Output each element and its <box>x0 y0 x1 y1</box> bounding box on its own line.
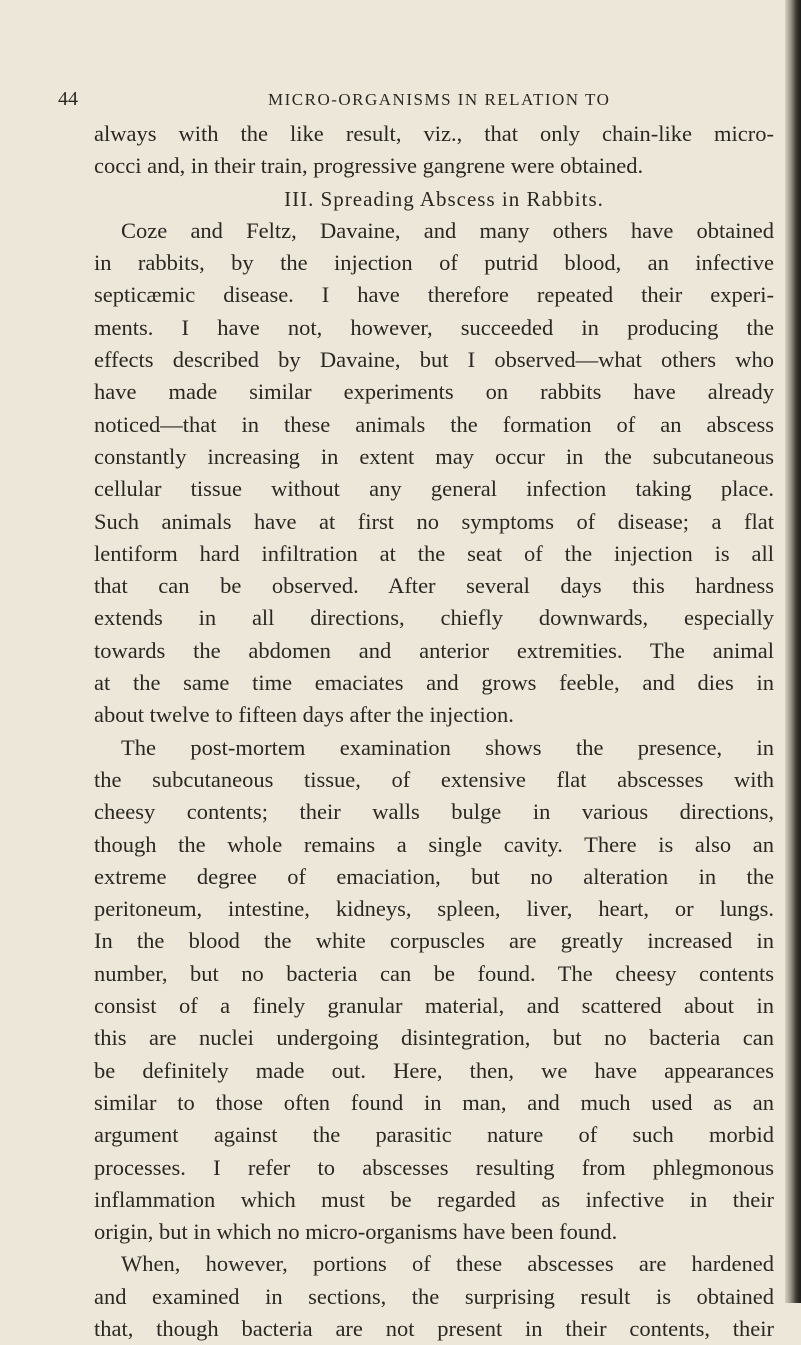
page-header <box>58 88 758 112</box>
text-line: towards the abdomen and anterior extremities. The animal <box>94 637 774 663</box>
text-line: In the blood the white corpuscles are greatly increased in <box>94 928 774 954</box>
text-line: the subcutaneous tissue, of extensive flat abscesses with <box>94 766 774 792</box>
text-line: similar to those often found in man, and much used as an <box>94 1089 774 1115</box>
text-line: number, but no bacteria can be found. The cheesy contents <box>94 960 774 986</box>
text-line: extends in all directions, chiefly downwards, especially <box>94 605 774 631</box>
text-line: though the whole remains a single cavity. There is also an <box>94 831 774 857</box>
text-line: this are nuclei undergoing disintegration, but no bacteria can <box>94 1025 774 1051</box>
text-line: at the same time emaciates and grows feeble, and dies in <box>94 670 774 696</box>
text-line: and examined in sections, the surprising result is obtained <box>94 1283 774 1309</box>
text-line: effects described by Davaine, but I observed—what others who <box>94 347 774 373</box>
page-edge-shadow <box>785 0 801 1303</box>
running-head: MICRO-ORGANISMS IN RELATION TO <box>268 90 611 109</box>
text-line: argument against the parasitic nature of such morbid <box>94 1122 774 1148</box>
text-line: extreme degree of emaciation, but no alteration in the <box>94 863 774 889</box>
text-line: lentiform hard infiltration at the seat of the injection is all <box>94 540 774 566</box>
text-line: peritoneum, intestine, kidneys, spleen, liver, heart, or lungs. <box>94 896 774 922</box>
text-line: about twelve to fifteen days after the injection. <box>94 702 514 728</box>
text-line: cheesy contents; their walls bulge in various directions, <box>94 799 774 825</box>
text-line: cellular tissue without any general infection taking place. <box>94 476 774 502</box>
text-line: The post-mortem examination shows the presence, in <box>121 734 774 760</box>
text-line: in rabbits, by the injection of putrid blood, an infective <box>94 250 774 276</box>
text-line: When, however, portions of these abscesses are hardened <box>121 1251 774 1277</box>
text-line: always with the like result, viz., that only chain-like micro- <box>94 121 774 146</box>
text-line: processes. I refer to abscesses resulting from phlegmonous <box>94 1154 774 1180</box>
text-line: consist of a finely granular material, and scattered about in <box>94 993 774 1019</box>
text-line: cocci and, in their train, progressive gangrene were obtained. <box>94 153 644 179</box>
page-number: 44 <box>58 88 78 110</box>
text-line: be definitely made out. Here, then, we have appearances <box>94 1057 774 1083</box>
text-line: constantly increasing in extent may occur in the subcutaneous <box>94 443 774 469</box>
text-line: origin, but in which no micro-organisms have been found. <box>94 1219 618 1245</box>
text-line: noticed—that in these animals the formation of an abscess <box>94 411 774 437</box>
section-heading: III. Spreading Abscess in Rabbits. <box>284 186 604 211</box>
text-line: that, though bacteria are not present in their contents, their <box>94 1315 774 1341</box>
text-line: ments. I have not, however, succeeded in producing the <box>94 314 774 340</box>
text-line: have made similar experiments on rabbits have already <box>94 379 774 405</box>
body-text <box>94 118 774 1345</box>
text-line: that can be observed. After several days this hardness <box>94 573 774 599</box>
text-line: inflammation which must be regarded as infective in their <box>94 1186 774 1212</box>
text-line: Coze and Feltz, Davaine, and many others have obtained <box>121 217 774 243</box>
text-line: Such animals have at first no symptoms of disease; a flat <box>94 508 774 534</box>
text-line: septicæmic disease. I have therefore repeated their experi- <box>94 282 774 308</box>
